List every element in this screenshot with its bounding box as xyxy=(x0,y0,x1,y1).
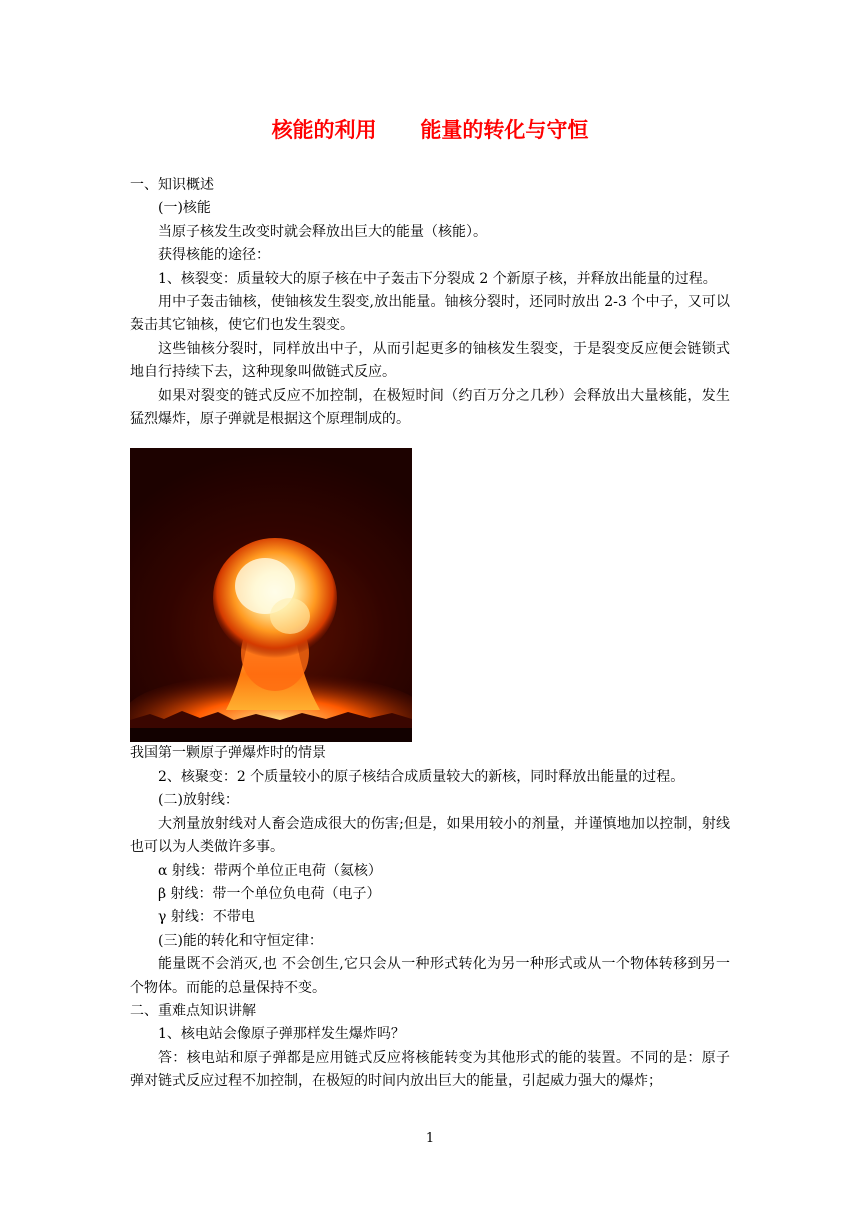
question: 1、核电站会像原子弹那样发生爆炸吗？ xyxy=(158,1026,405,1043)
paragraph: 1、核裂变：质量较大的原子核在中子轰击下分裂成 2 个新原子核，并释放出能量的过程。 xyxy=(158,270,717,287)
paragraph: 能量既不会消灭,也 不会创生,它只会从一种形式转化为另一种形式或从一个物体转移到另一个物体。而能的总量保持不变。 xyxy=(130,956,730,996)
answer: 答：核电站和原子弹都是应用链式反应将核能转变为其他形式的能的装置。不同的是：原子弹对链式反应过程不加控制，在极短的时间内放出巨大的能量，引起威力强大的爆炸； xyxy=(130,1049,730,1090)
photo-caption: 我国第一颗原子弹爆炸时的情景 xyxy=(130,745,326,762)
paragraph: γ 射线：不带电 xyxy=(158,909,255,926)
paragraph: 这些铀核分裂时，同样放出中子，从而引起更多的铀核发生裂变，于是裂变反应便会链锁式地自行持续下去，这种现象叫做链式反应。 xyxy=(130,340,730,381)
paragraph: 2、核聚变：2 个质量较小的原子核结合成质量较大的新核，同时释放出能量的过程。 xyxy=(158,768,685,785)
paragraph: α 射线：带两个单位正电荷（氦核） xyxy=(158,862,382,879)
paragraph: 获得核能的途径： xyxy=(158,247,270,264)
paragraph: 大剂量放射线对人畜会造成很大的伤害;但是，如果用较小的剂量，并谨慎地加以控制，射线也可以为人类做许多事。 xyxy=(130,815,730,856)
page-number: 1 xyxy=(425,1131,435,1146)
subsection-heading: (二)放射线： xyxy=(158,792,239,809)
page-title: 核能的利用 能量的转化与守恒 xyxy=(271,118,589,142)
paragraph: 当原子核发生改变时就会释放出巨大的能量（核能）。 xyxy=(158,223,487,240)
section-heading: 二、重难点知识讲解 xyxy=(130,1002,256,1019)
nuclear-explosion-photo xyxy=(130,448,412,742)
subsection-heading: (一)核能 xyxy=(158,200,211,217)
paragraph: 如果对裂变的链式反应不加控制，在极短时间（约百万分之几秒）会释放出大量核能，发生猛烈爆炸，原子弹就是根据这个原理制成的。 xyxy=(130,387,730,428)
paragraph: 用中子轰击铀核，使铀核发生裂变,放出能量。铀核分裂时，还同时放出 2-3 个中子，又可以轰击其它铀核，使它们也发生裂变。 xyxy=(130,294,730,334)
section-heading: 一、知识概述 xyxy=(130,177,214,193)
subsection-heading: (三)能的转化和守恒定律： xyxy=(158,932,323,949)
document-body xyxy=(130,174,730,1094)
paragraph: β 射线：带一个单位负电荷（电子） xyxy=(158,885,381,902)
